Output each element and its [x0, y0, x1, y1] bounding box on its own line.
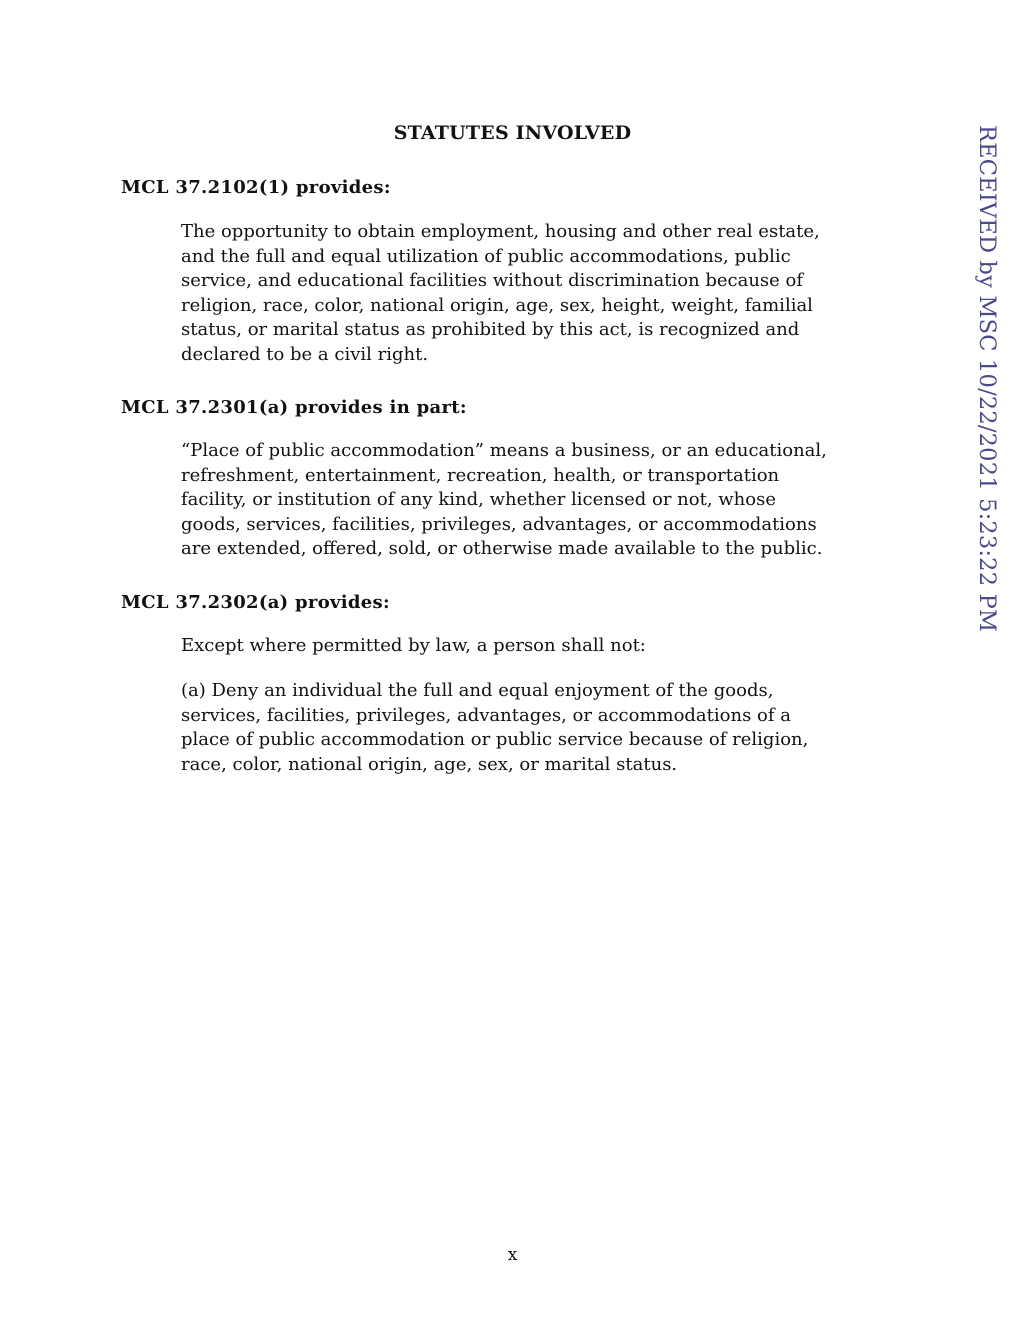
- text-line: religion, race, color, national origin, age, sex, height, weight, familial: [181, 294, 813, 316]
- section-heading-37-2102: MCL 37.2102(1) provides:: [121, 177, 391, 198]
- statute-intro-37-2302: Except where permitted by law, a person shall not:: [181, 635, 646, 656]
- text-line: service, and educational facilities without discrimination because of: [181, 270, 804, 291]
- text-line: place of public accommodation or public service because of religion,: [181, 729, 809, 750]
- statute-text-37-2301: [181, 439, 841, 562]
- received-stamp: RECEIVED by MSC 10/22/2021 5:23:22 PM: [974, 125, 1000, 633]
- page-title: STATUTES INVOLVED: [393, 122, 632, 144]
- page-number: x: [507, 1245, 518, 1265]
- section-heading-37-2302: MCL 37.2302(a) provides:: [121, 592, 390, 613]
- text-line: “Place of public accommodation” means a business, or an educational,: [181, 440, 827, 461]
- statute-text-37-2102: [181, 220, 841, 367]
- text-line: are extended, offered, sold, or otherwise made available to the public.: [181, 538, 823, 559]
- text-line: declared to be a civil right.: [181, 343, 429, 365]
- text-line: (a) Deny an individual the full and equal enjoyment of the goods,: [181, 680, 774, 701]
- text-line: services, facilities, privileges, advantages, or accommodations of a: [181, 704, 791, 726]
- text-line: goods, services, facilities, privileges, advantages, or accommodations: [181, 513, 817, 535]
- text-line: status, or marital status as prohibited by this act, is recognized and: [181, 319, 800, 340]
- text-line: and the full and equal utilization of public accommodations, public: [181, 245, 791, 267]
- section-heading-37-2301: MCL 37.2301(a) provides in part:: [121, 397, 467, 418]
- text-line: race, color, national origin, age, sex, or marital status.: [181, 753, 678, 775]
- statute-text-37-2302: [181, 679, 841, 777]
- text-line: The opportunity to obtain employment, housing and other real estate,: [181, 221, 820, 242]
- text-line: facility, or institution of any kind, whether licensed or not, whose: [181, 489, 776, 510]
- text-line: refreshment, entertainment, recreation, health, or transportation: [181, 464, 780, 486]
